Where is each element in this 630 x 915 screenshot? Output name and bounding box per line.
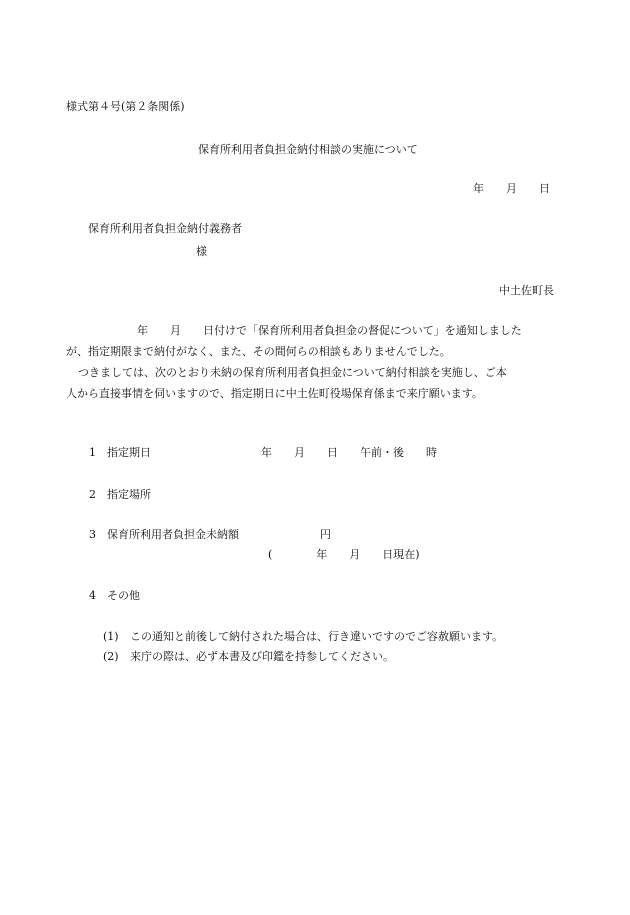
recipient-label: 保育所利用者負担金納付義務者 (88, 222, 242, 235)
recipient-honorific: 様 (196, 245, 207, 258)
item-1-label: 指定期日 (107, 446, 151, 459)
note-1-text: この通知と前後して納付された場合は、行き違いですのでご容赦願います。 (130, 630, 504, 643)
body-line-4: 人から直接事情を伺いますので、指定期日に中土佐町役場保育係まで来庁願います。 (66, 387, 483, 400)
item-1-number: 1 (89, 446, 96, 459)
note-2-number: (2) (103, 650, 119, 663)
item-4-label: その他 (107, 589, 140, 602)
item-3-label: 保育所利用者負担金未納額 (107, 528, 239, 541)
body-line-1: 年 月 日付けで「保育所利用者負担金の督促について」を通知しました (137, 324, 522, 337)
form-number: 様式第４号(第２条関係) (66, 100, 185, 113)
note-1-number: (1) (103, 630, 119, 643)
body-line-2: が、指定期限まで納付がなく、また、その間何らの相談もありませんでした。 (66, 345, 451, 358)
sender: 中土佐町長 (499, 284, 554, 297)
item-3-asof: ( 年 月 日現在) (268, 548, 420, 561)
document-title: 保育所利用者負担金納付相談の実施について (198, 143, 418, 156)
issue-date: 年 月 日 (473, 182, 550, 195)
item-3-currency: 円 (320, 528, 331, 541)
item-2-label: 指定場所 (107, 488, 151, 501)
item-1-fields: 年 月 日 午前・後 時 (261, 446, 437, 459)
item-2-number: 2 (89, 488, 96, 501)
note-2-text: 来庁の際は、必ず本書及び印鑑を持参してください。 (130, 650, 394, 663)
body-line-3: つきましては、次のとおり未納の保育所利用者負担金について納付相談を実施し、ご本 (78, 366, 507, 379)
item-3-number: 3 (89, 528, 96, 541)
item-4-number: 4 (89, 589, 96, 602)
